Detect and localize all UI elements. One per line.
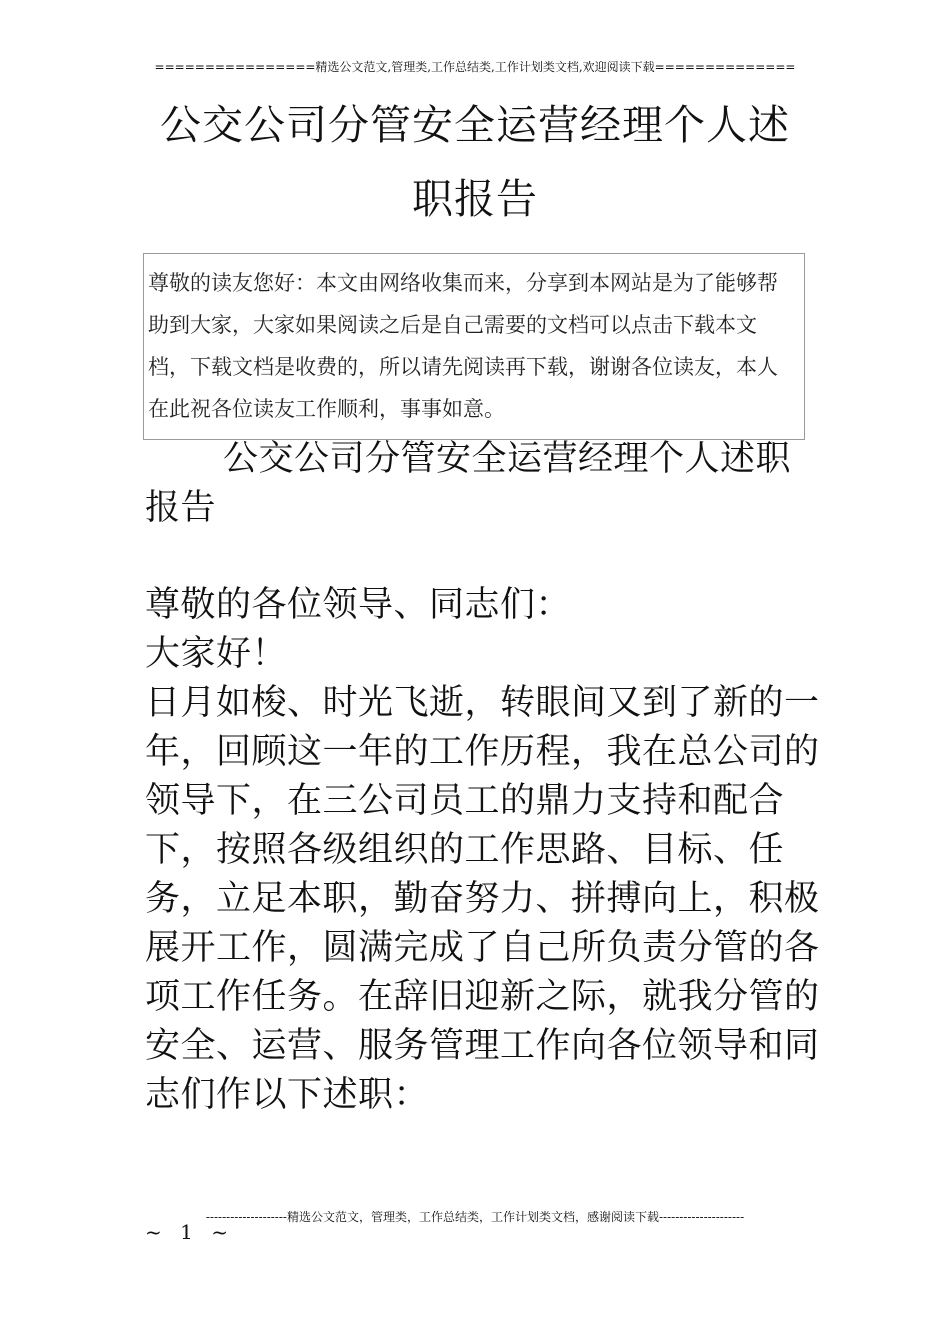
reader-notice-text: 尊敬的读友您好：本文由网络收集而来，分享到本网站是为了能够帮助到大家，大家如果阅读之后是自己需要的文档可以点击下载本文档，下载文档是收费的，所以请先阅读再下载，谢谢各位读友，本人在此祝各位读友工作顺利，事事如意。 (148, 271, 778, 421)
page-number: ~ 1 ~ (145, 1220, 234, 1244)
body-title: 公交公司分管安全运营经理个人述职报告 (145, 439, 792, 528)
header-banner: ================精选公文范文,管理类,工作总结类,工作计划类文档,欢迎阅读下载============== (154, 60, 796, 74)
body-paragraph: 日月如梭、时光飞逝，转眼间又到了新的一年，回顾这一年的工作历程，我在总公司的领导下，在三公司员工的鼎力支持和配合下，按照各级组织的工作思路、目标、任务，立足本职，勤奋努力、拼搏向上，积极展开工作，圆满完成了自己所负责分管的各项工作任务。在辞旧迎新之际，就我分管的安全、运营、服务管理工作向各位领导和同志们作以下述职： (145, 683, 820, 1115)
footer-banner: --------------------精选公文范文，管理类，工作总结类，工作计划类文档，感谢阅读下载--------------------- (205, 1210, 745, 1224)
document-title-line-1: 公交公司分管安全运营经理个人述 (160, 101, 790, 149)
document-body (145, 435, 825, 1120)
salutation: 尊敬的各位领导、同志们： (145, 585, 572, 625)
greeting: 大家好！ (145, 634, 288, 674)
document-title-line-2: 职报告 (412, 175, 538, 223)
reader-notice-box (143, 253, 805, 440)
